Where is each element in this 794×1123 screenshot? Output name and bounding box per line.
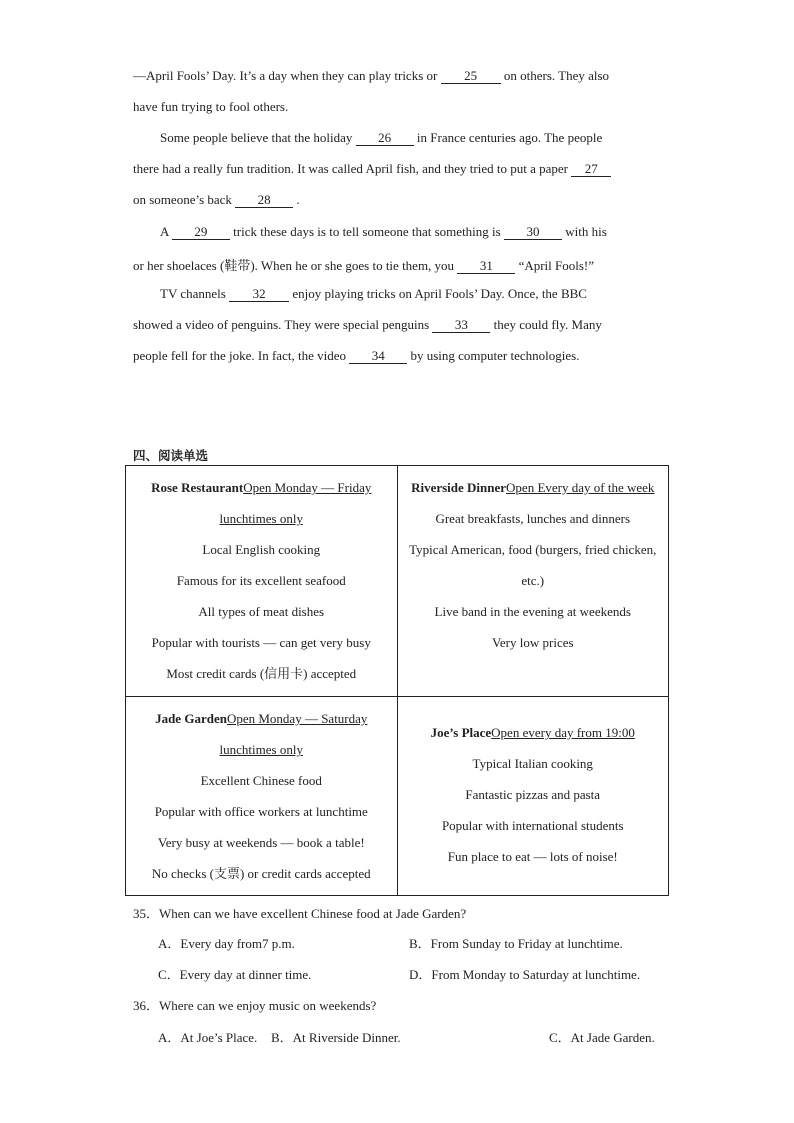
ad-line: Fantastic pizzas and pasta [465, 787, 601, 802]
text: there had a really fun tradition. It was called April fish, and they tried to put a paper [133, 161, 572, 176]
passage-line-3 [160, 130, 602, 146]
ad-riverside-dinner [397, 466, 669, 697]
ad-joes-place [397, 697, 669, 896]
question-36-stem: 36．Where can we enjoy music on weekends? [133, 998, 377, 1013]
text: . [293, 192, 300, 207]
ad-line: Local English cooking [202, 542, 321, 557]
ad-line: Fun place to eat — lots of noise! [447, 849, 618, 864]
text: Some people believe that the holiday [160, 130, 356, 145]
question-35-option-b[interactable]: B．From Sunday to Friday at lunchtime. [409, 936, 623, 951]
text: with his [561, 224, 607, 239]
text: —April Fools’ Day. It’s a day when they can play tricks or [133, 68, 441, 83]
text: by using computer technologies. [407, 348, 580, 363]
ad-jade-garden [126, 697, 398, 896]
question-36-option-b[interactable]: B．At Riverside Dinner. [271, 1030, 401, 1045]
passage-line-9 [133, 317, 602, 333]
passage-line-5 [133, 192, 300, 208]
passage-line-10 [133, 348, 579, 364]
ad-line: Very busy at weekends — book a table! [157, 835, 365, 850]
ad-line: Popular with tourists — can get very busy [151, 635, 371, 650]
ad-header [404, 717, 663, 748]
text: or her shoelaces (鞋带). When he or she goes to tie them, you [133, 258, 458, 273]
ad-header [132, 472, 391, 534]
blank-28[interactable]: 28 [235, 193, 293, 208]
ad-hours: Open Monday — Friday lunchtimes only [219, 480, 372, 526]
passage-line-4 [133, 161, 611, 177]
ad-hours: Open every day from 19:00 [491, 725, 635, 740]
ad-line: Live band in the evening at weekends [434, 604, 631, 619]
blank-27[interactable]: 27 [571, 162, 611, 177]
text: on others. They also [500, 68, 610, 83]
section-title: 四、阅读单选 [133, 448, 209, 463]
text: trick these days is to tell someone that something is [229, 224, 504, 239]
passage-line-6 [160, 224, 607, 240]
text: A [160, 224, 172, 239]
text: enjoy playing tricks on April Fools’ Day. Once, the BBC [289, 286, 587, 301]
ad-rose-restaurant [126, 466, 398, 697]
blank-26[interactable]: 26 [356, 131, 414, 146]
ad-name: Riverside Dinner [411, 480, 507, 495]
question-35-option-c[interactable]: C．Every day at dinner time. [158, 967, 312, 982]
ad-line: Famous for its excellent seafood [176, 573, 346, 588]
ad-line: Typical Italian cooking [472, 756, 593, 771]
ad-line: Excellent Chinese food [200, 773, 322, 788]
question-35-stem: 35．When can we have excellent Chinese food at Jade Garden? [133, 906, 467, 921]
passage-line-1 [133, 68, 609, 84]
ad-line: Great breakfasts, lunches and dinners [435, 511, 631, 526]
blank-25[interactable]: 25 [441, 69, 501, 84]
ad-line: Popular with office workers at lunchtime [154, 804, 368, 819]
ad-name: Joe’s Place [430, 725, 492, 740]
restaurant-ads-table [125, 465, 669, 896]
text: people fell for the joke. In fact, the video [133, 348, 350, 363]
blank-33[interactable]: 33 [432, 318, 490, 333]
blank-32[interactable]: 32 [229, 287, 289, 302]
ad-header [404, 472, 663, 503]
blank-29[interactable]: 29 [172, 225, 230, 240]
blank-34[interactable]: 34 [349, 349, 407, 364]
text: in France centuries ago. The people [413, 130, 603, 145]
text: on someone’s back [133, 192, 236, 207]
blank-30[interactable]: 30 [504, 225, 562, 240]
ad-line: Typical American, food (burgers, fried chicken, etc.) [409, 542, 657, 588]
ad-line: Very low prices [491, 635, 574, 650]
ad-hours: Open Monday — Saturday lunchtimes only [219, 711, 368, 757]
text: they could fly. Many [490, 317, 602, 332]
question-35-option-d[interactable]: D．From Monday to Saturday at lunchtime. [409, 967, 641, 982]
text: “April Fools!” [515, 258, 595, 273]
ad-name: Rose Restaurant [151, 480, 244, 495]
question-36-option-c[interactable]: C．At Jade Garden. [549, 1030, 655, 1045]
passage-line-7 [133, 255, 594, 274]
passage-line-2: have fun trying to fool others. [133, 99, 289, 114]
ad-line: Popular with international students [441, 818, 624, 833]
question-36-option-a[interactable]: A．At Joe’s Place. [158, 1030, 258, 1045]
question-35-option-a[interactable]: A．Every day from7 p.m. [158, 936, 295, 951]
ad-line: All types of meat dishes [198, 604, 325, 619]
ad-name: Jade Garden [155, 711, 227, 726]
text: TV channels [160, 286, 230, 301]
text: showed a video of penguins. They were special penguins [133, 317, 433, 332]
blank-31[interactable]: 31 [457, 259, 515, 274]
ad-line: No checks (支票) or credit cards accepted [151, 866, 371, 881]
ad-line: Most credit cards (信用卡) accepted [166, 666, 357, 681]
ad-header [132, 703, 391, 765]
ad-hours: Open Every day of the week [506, 480, 655, 495]
passage-line-8 [160, 286, 587, 302]
